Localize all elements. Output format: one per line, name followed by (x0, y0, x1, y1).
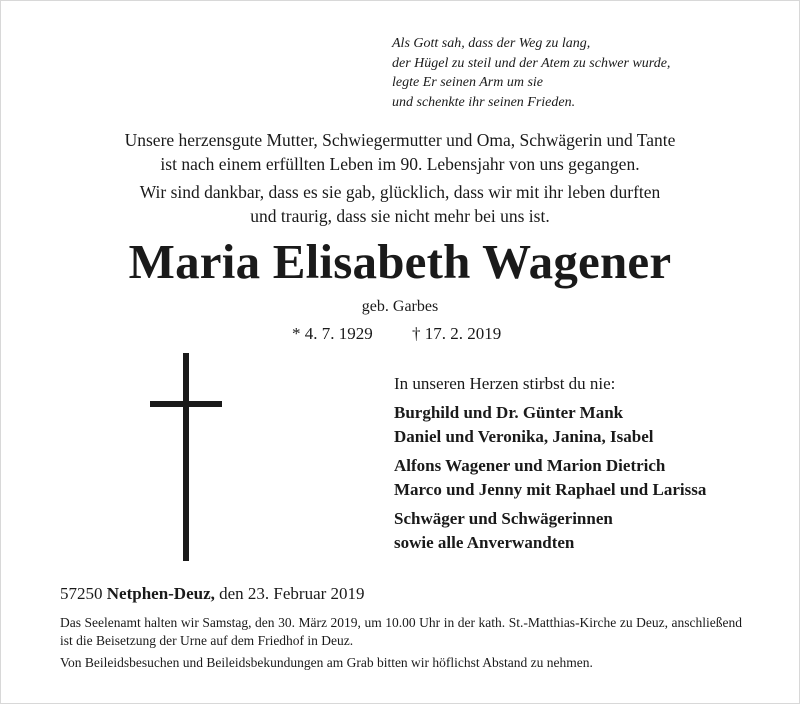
gratitude-paragraph (0, 180, 800, 228)
birth-date: * 4. 7. 1929 (292, 324, 373, 343)
poem-line: der Hügel zu steil und der Atem zu schwer wurde, (392, 55, 671, 71)
gratitude-line: Wir sind dankbar, dass es sie gab, glücklich, dass wir mit ihr leben durften (139, 182, 661, 202)
poem (392, 34, 670, 112)
cross-icon (150, 353, 222, 561)
deceased-name: Maria Elisabeth Wagener (128, 234, 672, 289)
mourner-line: Burghild und Dr. Günter Mank (394, 403, 624, 422)
notice-date: den 23. Februar 2019 (219, 584, 365, 603)
mourner-group (394, 454, 706, 502)
mourner-group (394, 507, 706, 555)
death-date: † 17. 2. 2019 (412, 324, 502, 343)
place-name: Netphen-Deuz, (106, 584, 215, 603)
maiden-name: geb. Garbes (361, 298, 439, 315)
poem-line: und schenkte ihr seinen Frieden. (392, 94, 576, 110)
mourner-line: Schwäger und Schwägerinnen (394, 509, 613, 528)
intro-line: Unsere herzensgute Mutter, Schwiegermutter und Oma, Schwägerin und Tante (124, 130, 676, 150)
poem-line: Als Gott sah, dass der Weg zu lang, (392, 36, 591, 51)
intro-paragraph (0, 128, 800, 176)
service-notice: Das Seelenamt halten wir Samstag, den 30. März 2019, um 10.00 Uhr in der kath. St.-Matthias-Kirche zu Deuz, anschließend ist die Beisetzung der Urne auf dem Friedhof in Deuz. (60, 615, 742, 648)
place-date-line (60, 582, 365, 606)
postcode: 57250 (60, 584, 103, 603)
mourner-group (394, 401, 706, 449)
condolence-notice: Von Beileidsbesuchen und Beileidsbekundungen am Grab bitten wir höflichst Abstand zu nehmen. (60, 655, 593, 670)
poem-line: legte Er seinen Arm um sie (392, 75, 543, 90)
mourner-line: Alfons Wagener und Marion Dietrich (394, 456, 666, 475)
mourners-list (394, 372, 706, 560)
gratitude-line: und traurig, dass sie nicht mehr bei uns ist. (250, 206, 550, 226)
mourner-line: Marco und Jenny mit Raphael und Larissa (394, 480, 707, 499)
mourners-heading: In unseren Herzen stirbst du nie: (394, 374, 616, 393)
mourner-line: Daniel und Veronika, Janina, Isabel (394, 427, 654, 446)
intro-line: ist nach einem erfüllten Leben im 90. Lebensjahr von uns gegangen. (160, 154, 640, 174)
mourner-line: sowie alle Anverwandten (394, 533, 575, 552)
